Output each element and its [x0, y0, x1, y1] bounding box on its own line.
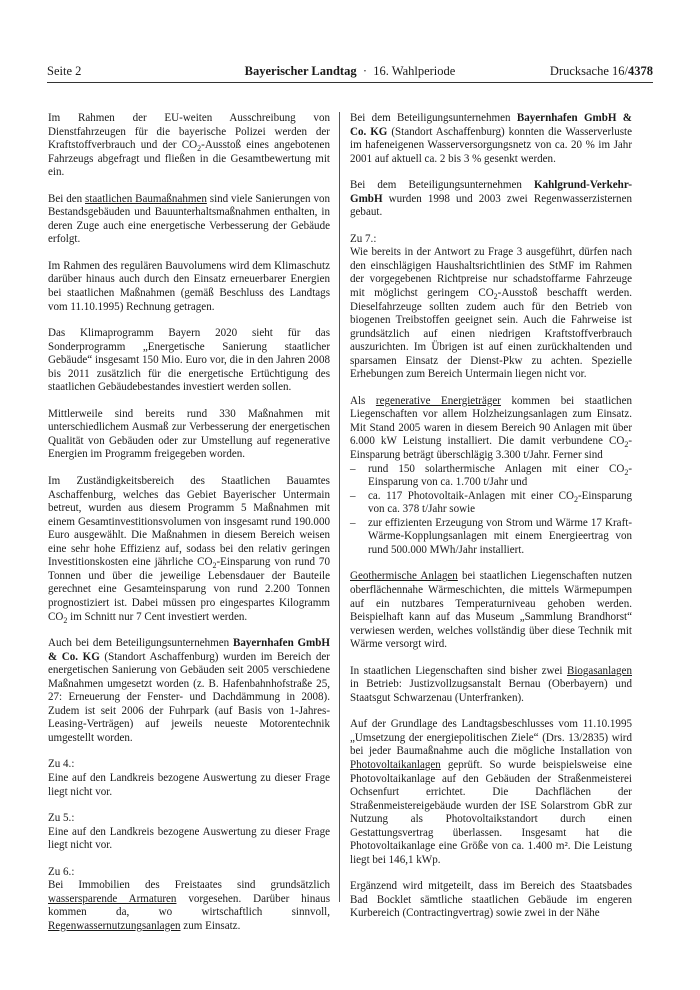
paragraph-climate-program: Das Klimaprogramm Bayern 2020 sieht für das Sonderprogramm „Energetische Sanierung staatlicher Gebäude“ insgesamt 150 Mio. Euro vor, die in den Jahren 2008 bis 2011 zusätzlich für die energetische Ertüchtigung des staatlichen Gebäudebestandes investiert werden sollen.: [48, 327, 330, 394]
paragraph-renewable-energy: Als regenerative Energieträger kommen bei staatlichen Liegenschaften vor allem Holzheizungsanlagen zum Einsatz. Mit Stand 2005 waren in diesem Bereich 90 Anlagen mit über 6.000 kW Leistung installiert. Die damit verbundene $CO_2$-Einsparung beträgt überschlägig 3.300 t/Jahr. Ferner sind: [350, 394, 632, 462]
document-number: Drucksache 16/4378: [549, 64, 653, 78]
answer-6: Zu 6.: Bei Immobilien des Freistaates sind grundsätzlich wassersparende Armaturen vorgesehen. Darüber hinaus kommen da, wo wirtschaftlich sinnvoll, Regenwassernutzungsanlagen zum Einsatz.: [48, 865, 330, 932]
paragraph-climate-protection: Im Rahmen des regulären Bauvolumens wird dem Klimaschutz darüber hinaus auch durch den Einsatz erneuerbarer Energien bei staatlichen Maßnahmen (gemäß Beschluss des Landtags vom 11.10.1995) Rechnung getragen.: [48, 259, 330, 313]
header-separator: ·: [362, 64, 367, 78]
renewable-list: [350, 463, 632, 558]
paragraph-water-losses: Bei dem Beteiligungsunternehmen Bayernhafen GmbH & Co. KG (Standort Aschaffenburg) konnten die Wasserverluste im hafeneigenen Wasserversorgungsnetz von ca. 20 % im Jahr 2001 auf aktuell ca. 2 bis 3 % gesenkt werden.: [350, 112, 633, 165]
page-number: Seite 2: [47, 64, 82, 78]
paragraph-biogas: In staatlichen Liegenschaften sind bisher zwei Biogasanlagen in Betrieb: Justizvollzugsanstalt Bernau (Oberbayern) und Staatsgut Schwarzenau (Unterfranken).: [350, 664, 632, 704]
paragraph-building-measures: Bei den staatlichen Baumaßnahmen sind viele Sanierungen von Bestandsgebäuden und Bauunterhaltsmaßnahmen enthalten, in deren Zuge auch eine energetische Verbesserung der Gebäude erfolgt.: [48, 192, 331, 246]
answer-7: Zu 7.: Wie bereits in der Antwort zu Frage 3 ausgeführt, dürfen nach den einschlägigen Haushaltsrichtlinien des StMF im Rahmen der vorgegebenen Richtpreise nur schadstoffarme Fahrzeuge mit möglichst geringem $CO_2$-Ausstoß beschafft werden. Dieselfahrzeuge sollten zudem auch für den Betrieb von biogenen Treibstoffen geeignet sein. Auch die Fahrweise ist grundsätzlich auf einen niedrigen Kraftstoffverbrauch auszurichten. Im Übrigen ist auf einen zurückhaltenden und sparsamen Einsatz der Dienst-Pkw zu achten. Spezielle Erhebungen zum Bereich Untermain liegen nicht vor.: [350, 232, 632, 381]
answer-4: Zu 4.: Eine auf den Landkreis bezogene Auswertung zu dieser Frage liegt nicht vor.: [48, 758, 330, 798]
paragraph-aschaffenburg: Im Zuständigkeitsbereich des Staatlichen Bauamtes Aschaffenburg, welches das Gebiet Bayerischer Untermain betreut, wurden aus diesem Programm 5 Maßnahmen mit einem Gesamtinvestitionsvolumen von insgesamt rund 190.000 Euro ausgewählt. Die Maßnahmen in diesem Bereich weisen eine sehr hohe Effizienz auf, sodass bei den relativ geringen Investitionskosten eine jährliche $CO_2$-Einsparung von rund 70 Tonnen und über die jeweilige Lebensdauer der Bauteile gerechnet eine Gesamteinsparung von rund 2.200 Tonnen prognostiziert ist. Dabei müssen pro eingespartes Kilogramm $CO_2$ im Schnitt nur 7 Cent investiert werden.: [48, 475, 330, 625]
left-column: [48, 112, 330, 946]
paragraph-bad-bocklet: Ergänzend wird mitgeteilt, dass im Bereich des Staatsbades Bad Bocklet sämtliche staatlichen Gebäude im engeren Kurbereich (Contractingvertrag) sowie zwei in der Nähe: [350, 880, 632, 920]
paragraph-geothermal: Geothermische Anlagen bei staatlichen Liegenschaften nutzen oberflächennahe Wärmeschichten, die mittels Wärmepumpen auf ein nutzbares Temperaturniveau gehoben werden. Beispielhaft kann auf das Museum „Sammlung Brandhorst“ verwiesen werden, welches vollständig über diese Technik mit Wärme versorgt wird.: [350, 570, 633, 651]
parliament-name: Bayerischer Landtag: [244, 64, 357, 78]
column-divider: [339, 112, 340, 902]
answer-5: Zu 5.: Eine auf den Landkreis bezogene Auswertung zu dieser Frage liegt nicht vor.: [48, 812, 330, 852]
paragraph-police-vehicles: Im Rahmen der EU-weiten Ausschreibung von Dienstfahrzeugen für die bayerische Polizei werden der Kraftstoffverbrauch und der $CO_2$-Ausstoß eines angebotenen Fahrzeugs abgefragt und fließen in die Gesamtbewertung mit ein.: [48, 112, 330, 179]
paragraph-photovoltaic: Auf der Grundlage des Landtagsbeschlusses vom 11.10.1995 „Umsetzung der energiepolitischen Ziele“ (Drs. 13/2835) wird bei jeder Baumaßnahme auch die mögliche Installation von Photovoltaikanlagen geprüft. So wurde beispielsweise eine Photovoltaikanlage auf den Gebäuden der Straßenmeisterei Ochsenfurt errichtet. Die Dachflächen der Straßenmeistereigebäude wurden der ISE Solarstrom GbR zur Nutzung als Photovoltaikstandort durch einen Gestattungsvertrag überlassen. Insgesamt hat die Photovoltaikanlage eine Größe von ca. 1.400 m². Die Leistung liegt bei 146,1 kWp.: [350, 718, 632, 866]
paragraph-measures-count: Mittlerweile sind bereits rund 330 Maßnahmen mit unterschiedlichem Ausmaß zur Verbesserung der energetischen Qualität von Gebäuden oder zur Umstellung auf regenerative Energien im Programm freigegeben worden.: [48, 407, 330, 461]
paragraph-kahlgrund: Bei dem Beteiligungsunternehmen Kahlgrund-Verkehr-GmbH wurden 1998 und 2003 zwei Regenwasserzisternen gebaut.: [350, 179, 632, 219]
legislative-period: 16. Wahlperiode: [373, 64, 456, 78]
paragraph-bayernhafen: Auch bei dem Beteiligungsunternehmen Bayernhafen GmbH & Co. KG (Standort Aschaffenburg) wurden im Bereich der energetischen Sanierung von Gebäuden seit 2005 verschiedene Maßnahmen umgesetzt worden (z. B. Hafenbahnhofstraße 25, 27: Erneuerung der Fenster- und Dachdämmung in 2008). Zudem ist seit 2006 der Fuhrpark (auf Basis von 1-Jahres-Leasing-Verträgen) auf jeweils neueste Motorentechnik umgestellt worden.: [48, 637, 330, 744]
right-column: [350, 112, 632, 934]
list-item: – ca. 117 Photovoltaik-Anlagen mit einer $CO_2$-Einsparung von ca. 378 t/Jahr sowie: [350, 489, 632, 516]
list-item: – rund 150 solarthermische Anlagen mit einer $CO_2$-Einsparung von ca. 1.700 t/Jahr und: [350, 462, 632, 489]
list-item: – zur effizienten Erzeugung von Strom und Wärme 17 Kraft-Wärme-Kopplungsanlagen mit einem Energieertrag von rund 500.000 MWh/Jahr installiert.: [350, 516, 632, 556]
page-header: [47, 64, 653, 83]
